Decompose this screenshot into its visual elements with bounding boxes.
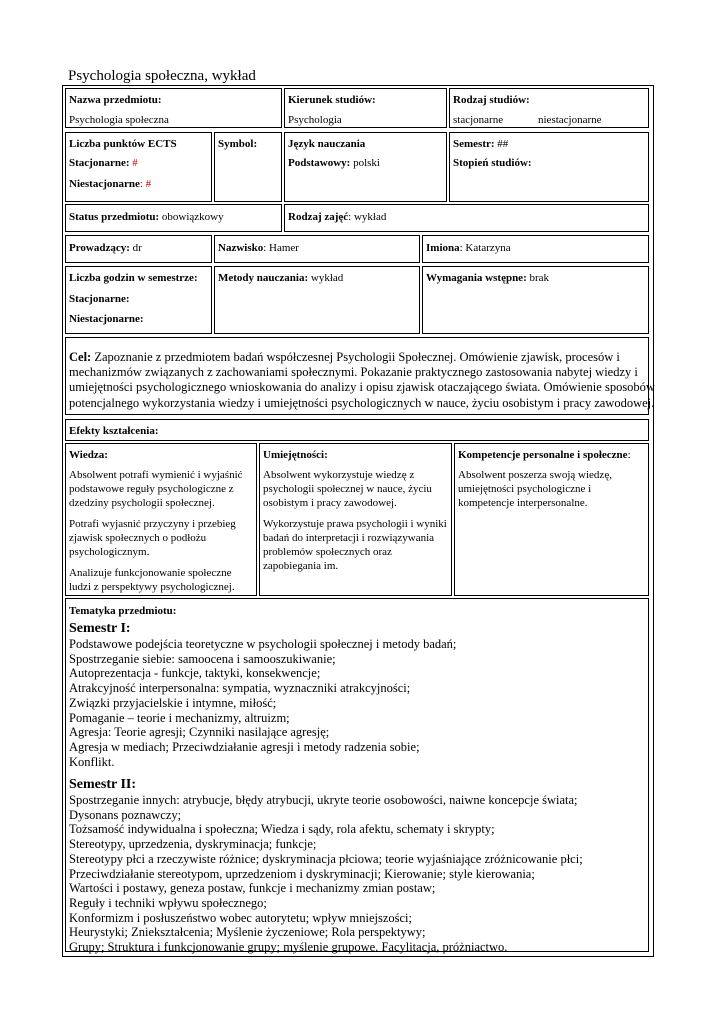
field-of-study-value: Psychologia <box>288 114 342 126</box>
course-goal-text <box>69 350 655 411</box>
ects-full-time-value: # <box>132 157 138 169</box>
cell-hours <box>65 266 212 334</box>
topic-item: Reguły i techniki wpływu społecznego; <box>69 895 267 910</box>
document-title: Psychologia społeczna, wykład <box>68 68 256 84</box>
ects-part-time-value: : # <box>139 178 152 190</box>
competences-item: Absolwent poszerza swoją wiedzę, umiejętności psychologiczne i kompetencje interpersonalne. <box>458 469 612 509</box>
skills-item: Wykorzystuje prawa psychologii i wyniki badań do interpretacji i rozwiązywania problemów społecznych oraz zapobiegania im. <box>263 518 447 572</box>
course-topics-label: Tematyka przedmiotu: <box>69 605 177 617</box>
topic-item: Tożsamość indywidualna i społeczna; Wiedza i sądy, rola afektu, schematy i skrypty; <box>69 822 495 837</box>
skills-item: Absolwent wykorzystuje wiedzę z psychologii społecznej w nauce, życiu osobistym i pracy zawodowej. <box>263 469 432 509</box>
course-status-value: obowiązkowy <box>161 211 224 223</box>
knowledge-item: Absolwent potrafi wymienić i wyjaśnić podstawowe reguły psychologiczne z dzedziny psychologii społecznej. <box>69 469 243 509</box>
cell-knowledge <box>65 443 257 596</box>
teaching-methods-value: wykład <box>310 272 344 284</box>
language-label: Język nauczania <box>288 138 366 150</box>
cell-ects <box>65 132 212 202</box>
field-of-study-label: Kierunek studiów: <box>288 94 376 106</box>
study-level-label: Stopień studiów: <box>453 157 532 169</box>
competences-label: Kompetencje personalne i społeczne <box>458 449 628 461</box>
first-names-value: : Katarzyna <box>459 242 511 254</box>
topic-item: Konformizm i posłuszeństwo wobec autorytetu; wpływ mniejszości; <box>69 910 412 925</box>
topic-item: Spostrzeganie innych: atrybucje, błędy atrybucji, ukryte teorie osobowości, naiwne koncepcje świata; <box>69 793 578 807</box>
hours-full-time-label: Stacjonarne: <box>69 293 130 305</box>
semester-value: ## <box>497 138 509 150</box>
topic-item: Stereotypy płci a rzeczywiste różnice; dyskryminacja płciowa; teorie wyjaśniające zróżnicowanie płci; <box>69 851 583 866</box>
class-type-value: : wykład <box>348 211 387 223</box>
surname-label: Nazwisko <box>218 242 264 254</box>
subject-name-label: Nazwa przedmiotu: <box>69 94 162 106</box>
language-basic-label: Podstawowy: <box>288 157 351 169</box>
lecturer-value: dr <box>132 242 142 254</box>
knowledge-label: Wiedza: <box>69 449 108 461</box>
knowledge-item: Analizuje funkcjonowanie społeczne ludzi z perspektywy psychologicznej. <box>69 567 235 593</box>
cell-lecturer <box>65 235 212 263</box>
cell-course-topics <box>65 598 649 955</box>
topic-item: Stereotypy, uprzedzenia, dyskryminacja; funkcje; <box>69 837 317 852</box>
hours-part-time-label: Niestacjonarne: <box>69 313 144 325</box>
cell-course-status <box>65 204 282 232</box>
cell-field-of-study <box>284 88 447 128</box>
study-type-label: Rodzaj studiów: <box>453 94 530 106</box>
course-goal-line: potencjalnego wykorzystania wiedzy i umiejętności psychologicznych w nauce, życiu osobistym i pracy zawodowej. <box>69 395 655 410</box>
first-names-label: Imiona <box>426 242 460 254</box>
cell-class-type <box>284 204 649 232</box>
topic-item: Przeciwdziałanie stereotypom, uprzedzeniom i dyskryminacji; Kierowanie; style kierowania; <box>69 866 535 881</box>
topic-item: Agresja w mediach; Przeciwdziałanie agresji i metody radzenia sobie; <box>69 739 420 754</box>
class-type-label: Rodzaj zajęć <box>288 211 349 223</box>
cell-learning-outcomes-header <box>65 419 649 441</box>
cell-course-goal <box>65 337 655 415</box>
topic-item: Pomaganie – teorie i mechanizmy, altruizm; <box>69 710 290 725</box>
learning-outcomes-label: Efekty kształcenia: <box>69 425 159 437</box>
topic-item: Konflikt. <box>69 754 115 769</box>
semester-2-heading: Semestr II: <box>69 777 137 792</box>
cell-skills <box>259 443 452 596</box>
cell-study-type <box>449 88 649 128</box>
cell-first-names <box>422 235 649 263</box>
ects-label: Liczba punktów ECTS <box>69 138 177 150</box>
prerequisites-label: Wymagania wstępne: <box>426 272 527 284</box>
ects-full-time-label: Stacjonarne: <box>69 157 130 169</box>
study-type-part-time: niestacjonarne <box>538 114 602 126</box>
teaching-methods-label: Metody nauczania: <box>218 272 309 284</box>
subject-name-value: Psychologia społeczna <box>69 114 169 126</box>
cell-teaching-methods <box>214 266 420 334</box>
competences-colon: : <box>627 449 631 461</box>
hours-label: Liczba godzin w semestrze: <box>69 272 198 284</box>
cell-surname <box>214 235 420 263</box>
topic-item: Agresja: Teorie agresji; Czynniki nasilające agresję; <box>69 725 330 740</box>
topic-item: Związki przyjacielskie i intymne, miłość; <box>69 695 277 710</box>
course-goal-line: Zapoznanie z przedmiotem badań współczesnej Psychologii Społecznej. Omówienie zjawisk, procesów i <box>94 350 620 364</box>
topic-item: Atrakcyjność interpersonalna: sympatia, wyznaczniki atrakcyjności; <box>69 681 411 696</box>
study-type-full-time: stacjonarne <box>453 114 504 126</box>
topic-item: Dysonans poznawczy; <box>69 807 182 822</box>
cell-competences <box>454 443 649 596</box>
cell-semester <box>449 132 649 202</box>
topic-item: Grupy; Struktura i funkcjonowanie grupy; myślenie grupowe. Facylitacja, próżniactwo. <box>69 940 508 955</box>
surname-value: : Hamer <box>263 242 299 254</box>
course-status-label: Status przedmiotu: <box>69 211 160 223</box>
topic-item: Wartości i postawy, geneza postaw, funkcje i mechanizmy zmian postaw; <box>69 881 436 896</box>
lecturer-label: Prowadzący: <box>69 242 130 254</box>
course-goal-label: Cel: <box>69 350 92 364</box>
knowledge-item: Potrafi wyjasnić przyczyny i przebieg zjawisk społecznych o podłożu psychologicznym. <box>69 518 236 558</box>
semester-label: Semestr: <box>453 138 495 150</box>
cell-language <box>284 132 447 202</box>
prerequisites-value: brak <box>529 272 550 284</box>
course-goal-line: mechanizmów związanych z zachowaniami społecznymi. Pokazanie praktycznego zastosowania nabytej wiedzy i <box>69 365 638 380</box>
topic-item: Heurystyki; Zniekształcenia; Myślenie życzeniowe; Rola perspektywy; <box>69 925 426 940</box>
semester-1-heading: Semestr I: <box>69 621 131 636</box>
course-goal-line: umiejętności psychologicznego wnioskowania do analizy i opisu zjawisk otaczającego świata. Omówienie sposobów <box>69 380 655 395</box>
skills-label: Umiejętności: <box>263 449 328 461</box>
ects-part-time-label: Niestacjonarne <box>69 178 140 190</box>
topic-item: Podstawowe podejścia teoretyczne w psychologii społecznej i metody badań; <box>69 637 457 651</box>
topic-item: Spostrzeganie siebie: samoocena i samooszukiwanie; <box>69 651 336 666</box>
cell-prerequisites <box>422 266 649 334</box>
semester-1-topics <box>69 637 456 769</box>
semester-2-topics <box>69 793 583 955</box>
cell-subject-name <box>65 88 282 128</box>
topic-item: Autoprezentacja - funkcje, taktyki, konsekwencje; <box>69 666 321 681</box>
cell-symbol <box>214 132 282 202</box>
language-basic-value: polski <box>353 157 380 169</box>
symbol-label: Symbol: <box>218 138 258 150</box>
